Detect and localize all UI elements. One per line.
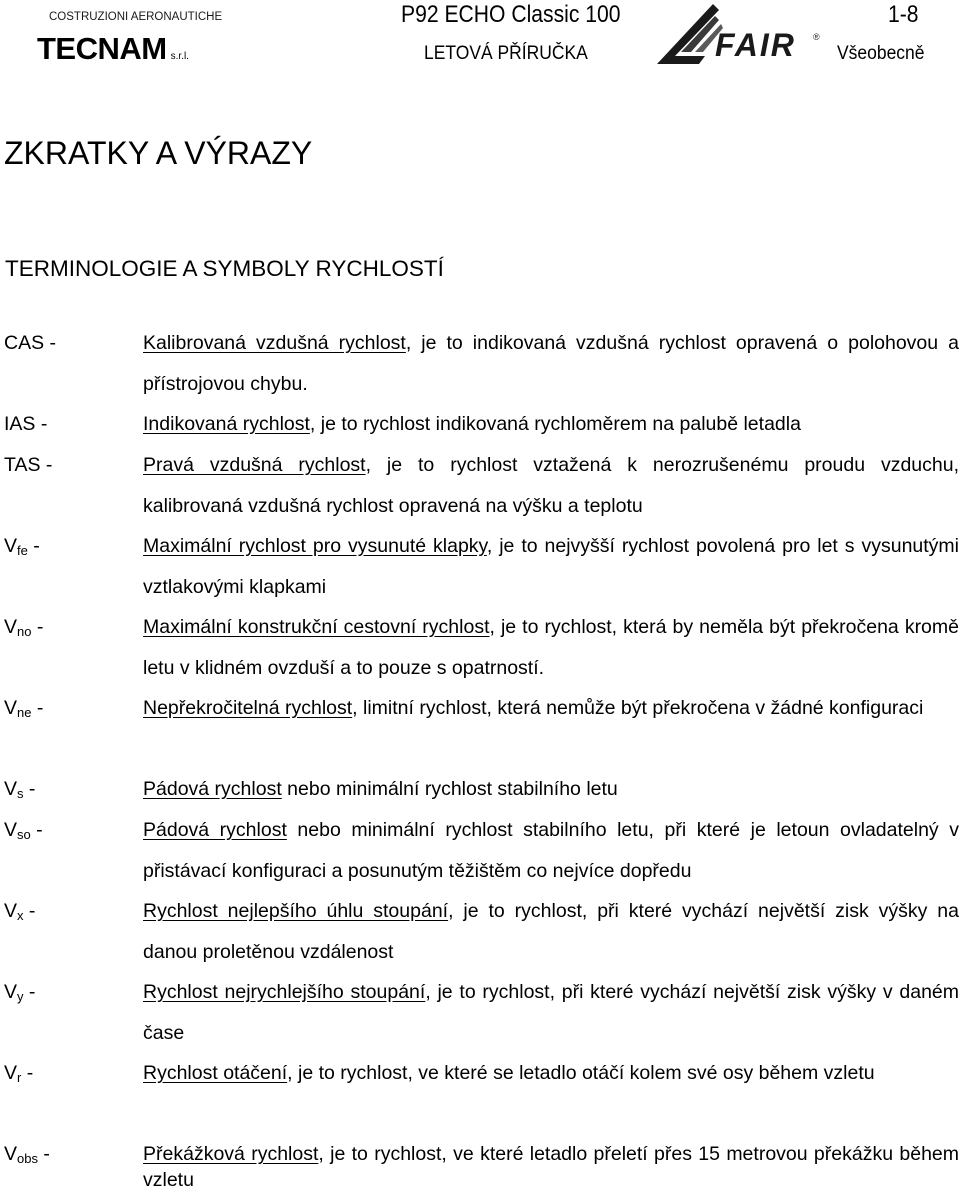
entry-term: $V_r$ - <box>4 1062 34 1085</box>
entry-term: $V_y$ - <box>4 981 36 1004</box>
company-subtitle: COSTRUZIONI AERONAUTICHE <box>49 11 223 23</box>
entry-description <box>143 445 959 526</box>
entry-term: $V_s$ - <box>4 778 36 801</box>
manual-title: LETOVÁ PŘÍRUČKA <box>424 43 588 64</box>
entry-description <box>143 1053 959 1094</box>
company-name-text: TECNAM <box>37 31 167 66</box>
entry-explanation: , je to nejvyšší rychlost povolená pro let s vysunutými vztlakovými klapkami <box>143 535 960 598</box>
entry-term: CAS - <box>4 332 57 354</box>
section-name: Všeobecně <box>837 43 925 64</box>
entry-term: $V_{ne}$ - <box>4 697 44 720</box>
entry-description <box>143 769 959 810</box>
section-heading: TERMINOLOGIE A SYMBOLY RYCHLOSTÍ <box>5 256 444 281</box>
entry-definition: Maximální konstrukční cestovní rychlost <box>143 616 490 638</box>
entry-explanation: , je to indikovaná vzdušná rychlost opravená o polohovou a přístrojovou chybu. <box>143 332 959 395</box>
entry-definition: Pádová rychlost <box>143 778 282 800</box>
entry-description <box>143 1141 959 1193</box>
page-number: 1-8 <box>888 1 919 28</box>
entry-description <box>143 972 959 1053</box>
entry-description <box>143 526 959 607</box>
entry-term: $V_{fe}$ - <box>4 535 40 558</box>
entry-description <box>143 688 959 729</box>
entry-explanation: nebo minimální rychlost stabilního letu <box>281 778 618 800</box>
entry-explanation: , je to rychlost, při které vychází největší zisk výšky v daném čase <box>143 981 960 1044</box>
entry-definition: Překážková rychlost <box>143 1143 319 1165</box>
entry-definition: Pravá vzdušná rychlost <box>143 454 366 476</box>
entry-term: $V_x$ - <box>4 900 36 923</box>
entry-explanation: , je to rychlost, ve které se letadlo otáčí kolem své osy během vzletu <box>287 1062 875 1084</box>
page-title: ZKRATKY A VÝRAZY <box>4 135 313 171</box>
fair-logo-wing-icon <box>657 4 723 64</box>
entry-description <box>143 323 959 404</box>
entry-explanation: , limitní rychlost, která nemůže být překročena v žádné konfiguraci <box>352 697 924 719</box>
entry-term: TAS - <box>4 454 53 476</box>
entry-term: IAS - <box>4 413 48 435</box>
entry-explanation: , je to rychlost indikovaná rychloměrem na palubě letadla <box>309 413 801 435</box>
entry-explanation: nebo minimální rychlost stabilního letu, při které je letoun ovladatelný v přistávací konfiguraci a posunutým těžištěm co nejvíce dopředu <box>143 819 959 882</box>
entry-explanation: , je to rychlost, ve které letadlo přeletí přes 15 metrovou překážku během vzletu <box>143 1143 959 1191</box>
entry-description <box>143 810 959 891</box>
entry-description <box>143 404 959 445</box>
company-name <box>37 31 189 67</box>
entry-explanation: , je to rychlost, při které vychází největší zisk výšky na danou proletěnou vzdálenost <box>143 900 960 963</box>
entry-definition: Maximální rychlost pro vysunuté klapky <box>143 535 487 557</box>
fair-logo-mark: ® <box>813 32 820 42</box>
entry-description <box>143 607 959 688</box>
entry-definition: Indikovaná rychlost <box>143 413 310 435</box>
entry-definition: Rychlost nejrychlejšího stoupání <box>143 981 426 1003</box>
fair-logo-text: FAIR <box>715 27 796 63</box>
aircraft-model: P92 ECHO Classic 100 <box>401 1 621 28</box>
page-header <box>0 0 960 80</box>
entry-explanation: , je to rychlost vztažená k nerozrušenému proudu vzduchu, kalibrovaná vzdušná rychlost opravená na výšku a teplotu <box>143 454 960 517</box>
entry-definition: Rychlost nejlepšího úhlu stoupání <box>143 900 449 922</box>
entry-explanation: , je to rychlost, která by neměla být překročena kromě letu v klidném ovzduší a to pouze s opatrností. <box>143 616 959 679</box>
entry-term: $V_{obs}$ - <box>4 1143 50 1166</box>
entry-term: $V_{no}$ - <box>4 616 44 639</box>
entry-definition: Rychlost otáčení <box>143 1062 288 1084</box>
company-suffix: s.r.l. <box>170 51 189 62</box>
entry-definition: Kalibrovaná vzdušná rychlost <box>143 332 406 354</box>
entry-description <box>143 891 959 972</box>
entry-definition: Pádová rychlost <box>143 819 287 841</box>
fair-logo <box>655 2 825 66</box>
entry-definition: Nepřekročitelná rychlost <box>143 697 353 719</box>
entry-term: $V_{so}$ - <box>4 819 43 842</box>
